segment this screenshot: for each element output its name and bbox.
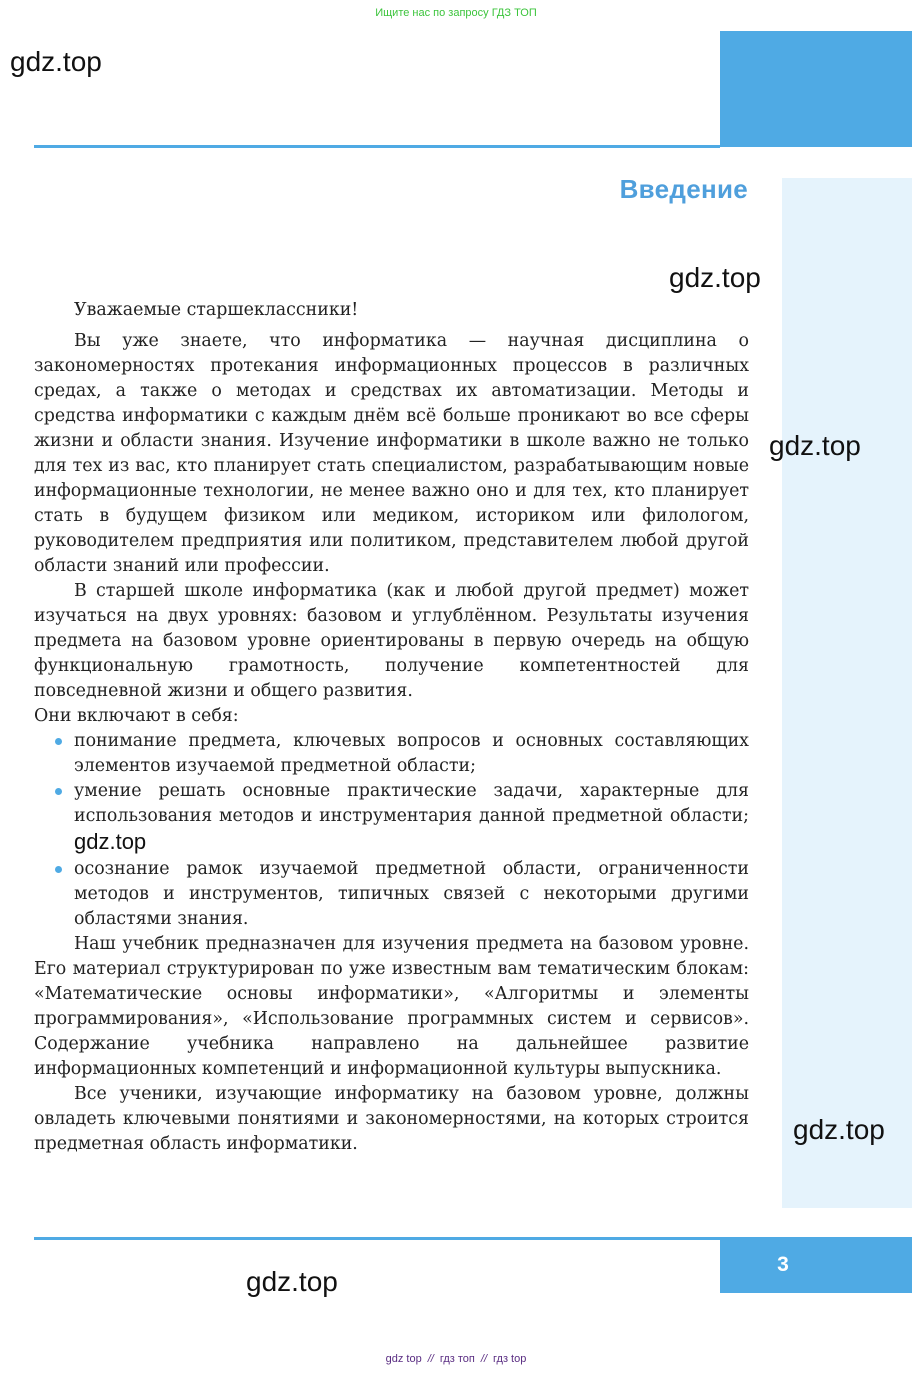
paragraph: В старшей школе информатика (как и любой другой предмет) может изучаться на двух уровнях: базовом и углублённом. Результаты изучения предмета на базовом уровне ориентированы в первую очередь на общую функциональную грамотность, получение компетентностей для повседневной жизни и общего развития. [34,581,749,701]
section-title: Введение [619,174,748,204]
watermark: gdz.top [669,262,761,293]
list-item: умение решать основные практические задачи, характерные для использования методов и инструментария данной предметной области; gdz.top [74,779,749,857]
paragraph: Наш учебник предназначен для изучения предмета на базовом уровне. Его материал структурирован по уже известным вам тематическим блокам: «Математические основы информатики», «Алгоритмы и элементы программирования», «Использование программных систем и сервисов». Содержание учебника направлено на дальнейшее развитие информационных компетенций и информационной культуры выпускника. [34,934,749,1079]
footer-link[interactable]: гдз top [493,1353,527,1365]
footer-link[interactable]: гдз топ [439,1353,475,1365]
page-number: 3 [777,1253,789,1276]
header-corner-block [720,31,912,147]
watermark: gdz.top [769,430,861,461]
footer-link[interactable]: gdz top [385,1353,422,1365]
page-number-box [720,1240,912,1293]
bullet-dot-icon [55,866,62,873]
paragraph: Все ученики, изучающие информатику на базовом уровне, должны овладеть ключевыми понятиями и закономерностями, на которых строится предметная область информатики. [34,1084,749,1154]
top-banner[interactable]: Ищите нас по запросу ГДЗ ТОП [375,7,537,19]
watermark: gdz.top [793,1114,885,1145]
separator: // [427,1353,434,1365]
paragraph: Вы уже знаете, что информатика — научная дисциплина о закономерностях протекания информационных процессов в различных средах, а также о методах и средствах их автоматизации. Методы и средства информатики с каждым днём всё больше проникают во все сферы жизни и области знания. Изучение информатики в школе важно не только для тех из вас, кто планирует стать специалистом, разрабатывающим новые информационные технологии, не менее важно оно и для тех, кто планирует стать в будущем физиком или медиком, историком или филологом, руководителем предприятия или политиком, представителем любой другой области знаний или профессии. [34,331,749,576]
watermark: gdz.top [10,46,102,77]
footer-links [0,1353,912,1365]
list-item: понимание предмета, ключевых вопросов и основных составляющих элементов изучаемой предметной области; [74,729,749,779]
watermark: gdz.top [246,1266,338,1297]
bullet-list [34,729,749,932]
bullet-dot-icon [55,788,62,795]
bullet-dot-icon [55,738,62,745]
separator: // [480,1353,488,1365]
side-margin-panel [782,178,912,1208]
list-item: осознание рамок изучаемой предметной области, ограниченности методов и инструментов, типичных связей с некоторыми другими областями знания. [74,857,749,932]
watermark: gdz.top [74,829,147,854]
main-text [34,298,749,1157]
header-divider [34,145,720,148]
greeting: Уважаемые старшеклассники! [74,300,359,320]
list-intro: Они включают в себя: [34,706,239,726]
